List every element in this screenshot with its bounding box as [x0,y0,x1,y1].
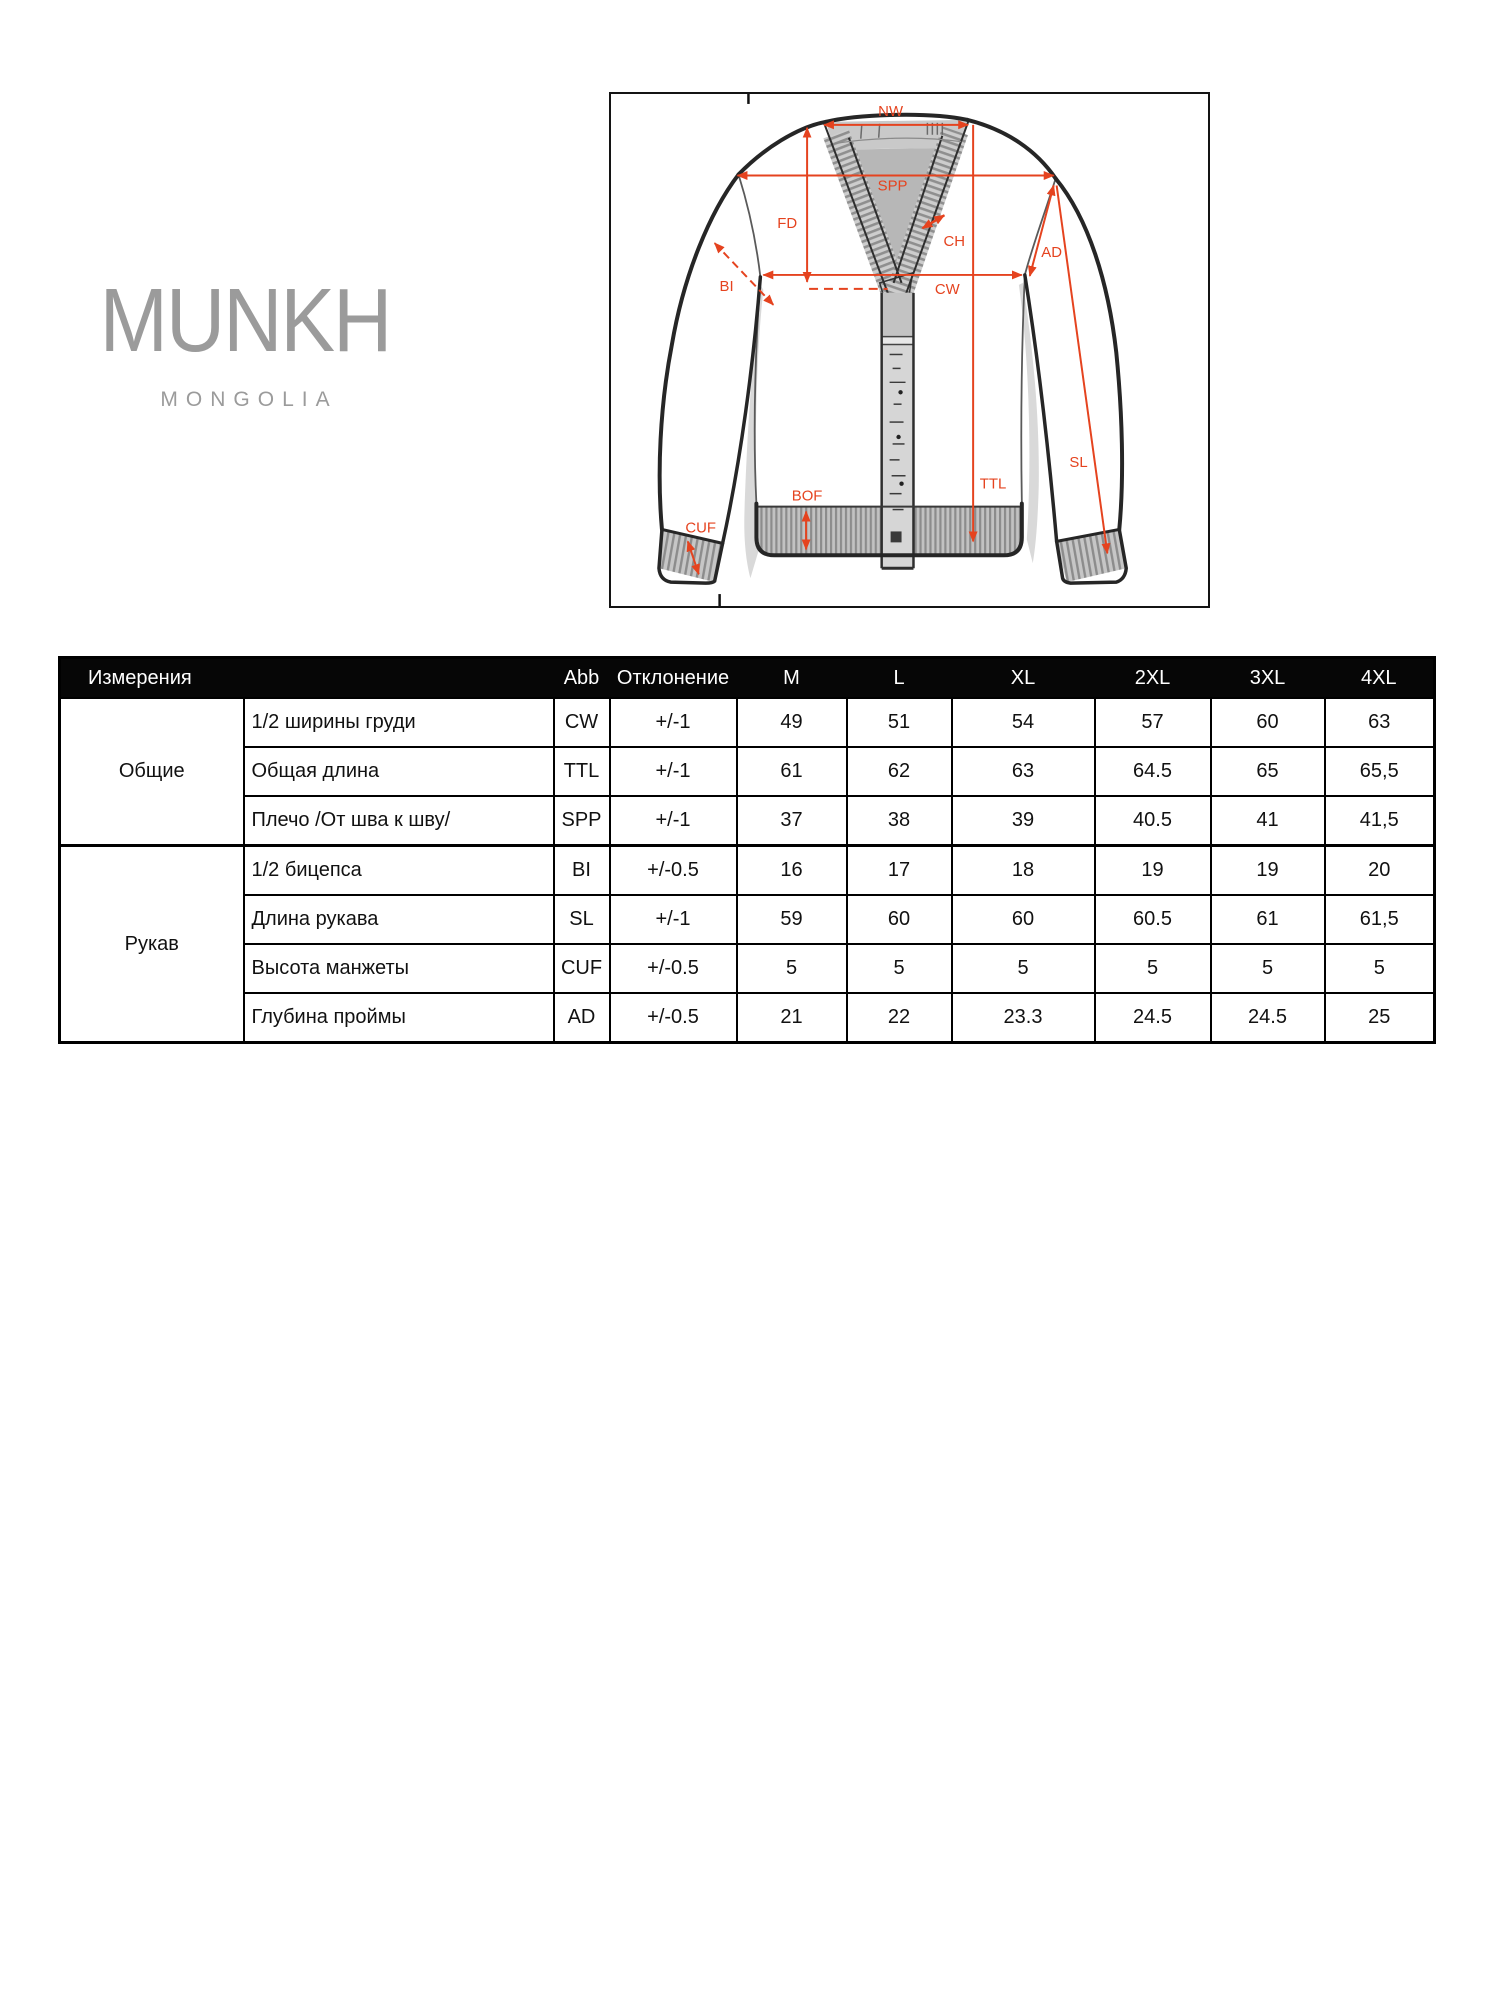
size-table-container [58,656,1436,1044]
cell-deviation: +/-1 [610,747,737,796]
garment-diagram-box [609,92,1210,608]
cell-size-value: 5 [847,944,952,993]
table-row [60,944,1435,993]
cell-size-value: 17 [847,846,952,896]
bi-label: BI [719,278,734,295]
cell-abb: TTL [554,747,610,796]
cell-size-value: 24.5 [1095,993,1211,1043]
col-header-size-3xl: 3XL [1211,658,1325,699]
sl-label: SL [1069,454,1088,471]
fd-label: FD [777,216,798,233]
bof-label: BOF [791,488,823,505]
cell-size-value: 49 [737,698,847,747]
cell-size-value: 59 [737,895,847,944]
col-header-size-xl: XL [952,658,1095,699]
nw-label: NW [878,103,904,120]
col-header-size-4xl: 4XL [1325,658,1435,699]
table-header-row [60,658,1435,699]
cell-deviation: +/-1 [610,698,737,747]
brand-logo-subtitle: MONGOLIA [160,388,338,411]
cell-measurement-name: Глубина проймы [244,993,554,1043]
cell-size-value: 37 [737,796,847,846]
cell-group-sleeve: Рукав [60,846,244,1043]
button-placket [882,293,914,569]
cell-size-value: 40.5 [1095,796,1211,846]
cell-size-value: 57 [1095,698,1211,747]
cardigan-measurement-sketch [611,94,1208,606]
cell-deviation: +/-0.5 [610,993,737,1043]
cell-size-value: 60 [847,895,952,944]
table-row [60,895,1435,944]
cell-size-value: 24.5 [1211,993,1325,1043]
cell-measurement-name: Плечо /От шва к шву/ [244,796,554,846]
cell-size-value: 5 [1325,944,1435,993]
col-header-size-2xl: 2XL [1095,658,1211,699]
cell-size-value: 5 [1211,944,1325,993]
cell-size-value: 61 [737,747,847,796]
cell-size-value: 23.3 [952,993,1095,1043]
cell-size-value: 41,5 [1325,796,1435,846]
cell-deviation: +/-0.5 [610,846,737,896]
cell-size-value: 5 [737,944,847,993]
cell-size-value: 22 [847,993,952,1043]
cell-size-value: 65,5 [1325,747,1435,796]
cell-measurement-name: 1/2 бицепса [244,846,554,896]
col-header-size-m: M [737,658,847,699]
table-row [60,796,1435,846]
cell-size-value: 60 [952,895,1095,944]
cw-label: CW [934,281,960,298]
cell-size-value: 20 [1325,846,1435,896]
spp-label: SPP [877,178,908,195]
cell-measurement-name: Длина рукава [244,895,554,944]
cell-size-value: 16 [737,846,847,896]
cell-group-general: Общие [60,698,244,846]
cell-size-value: 19 [1211,846,1325,896]
cell-size-value: 60.5 [1095,895,1211,944]
ad-label: AD [1041,245,1063,262]
cell-size-value: 61,5 [1325,895,1435,944]
cell-abb: CUF [554,944,610,993]
cell-abb: SPP [554,796,610,846]
table-row [60,698,1435,747]
ttl-label: TTL [979,476,1007,493]
table-row [60,846,1435,896]
cell-size-value: 63 [952,747,1095,796]
cell-size-value: 39 [952,796,1095,846]
brand-logo: MUNKH [99,270,391,371]
cell-size-value: 38 [847,796,952,846]
cell-size-value: 19 [1095,846,1211,896]
cell-deviation: +/-0.5 [610,944,737,993]
cell-size-value: 54 [952,698,1095,747]
cell-size-value: 21 [737,993,847,1043]
cell-deviation: +/-1 [610,796,737,846]
cell-size-value: 18 [952,846,1095,896]
cell-measurement-name: Общая длина [244,747,554,796]
col-header-abb: Abb [554,658,610,699]
cell-size-value: 65 [1211,747,1325,796]
col-header-size-l: L [847,658,952,699]
cell-measurement-name: Высота манжеты [244,944,554,993]
cell-size-value: 41 [1211,796,1325,846]
cell-size-value: 5 [952,944,1095,993]
cell-size-value: 25 [1325,993,1435,1043]
cell-size-value: 63 [1325,698,1435,747]
cell-abb: BI [554,846,610,896]
cell-size-value: 62 [847,747,952,796]
cell-size-value: 51 [847,698,952,747]
cell-abb: AD [554,993,610,1043]
cell-size-value: 61 [1211,895,1325,944]
cell-measurement-name: 1/2 ширины груди [244,698,554,747]
col-header-deviation: Отклонение [610,658,737,699]
cell-size-value: 60 [1211,698,1325,747]
cell-abb: SL [554,895,610,944]
cell-size-value: 5 [1095,944,1211,993]
col-header-measurements: Измерения [60,658,554,699]
table-row [60,993,1435,1043]
cuf-label: CUF [685,520,717,537]
cell-size-value: 64.5 [1095,747,1211,796]
cell-abb: CW [554,698,610,747]
ch-label: CH [943,234,966,251]
cell-deviation: +/-1 [610,895,737,944]
size-table [58,656,1436,1044]
table-row [60,747,1435,796]
